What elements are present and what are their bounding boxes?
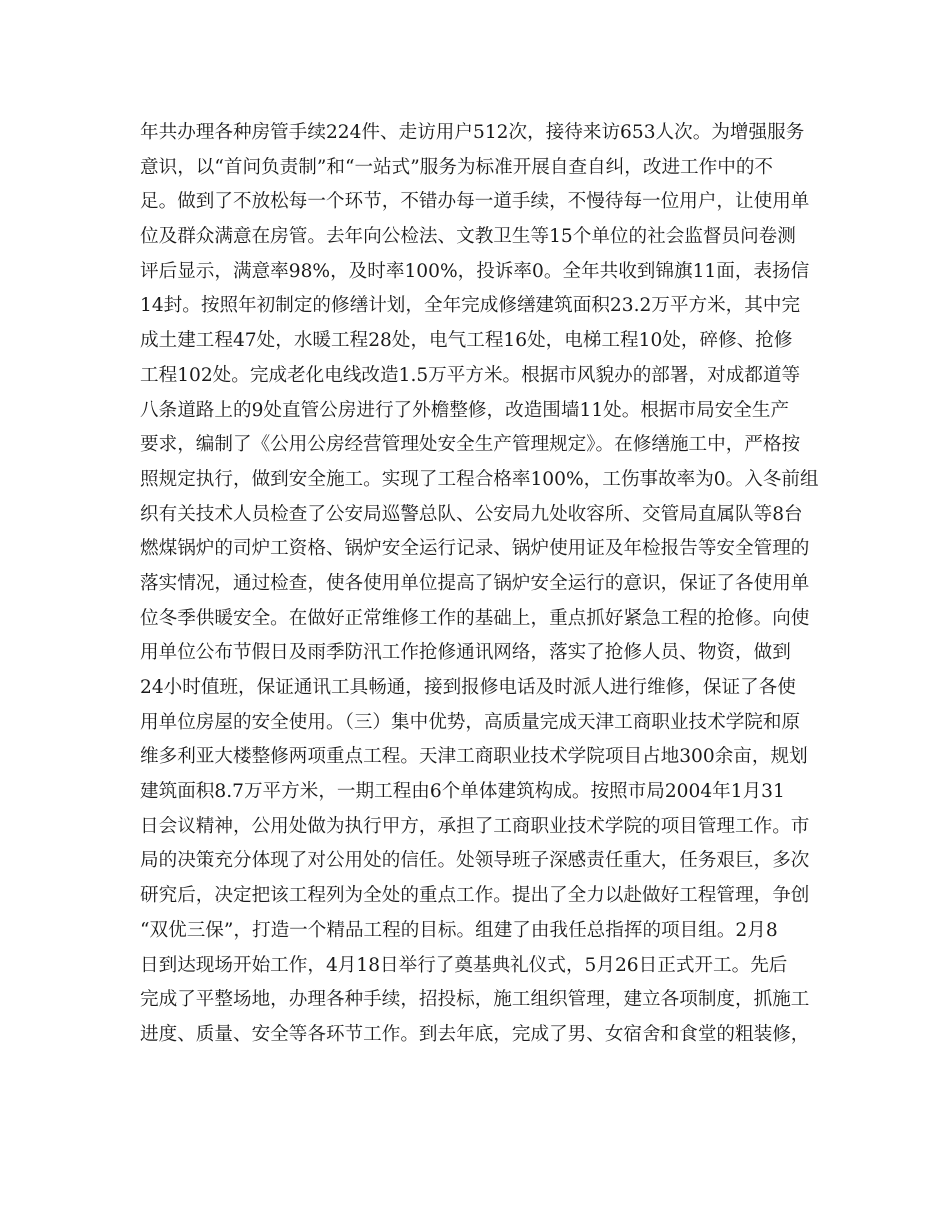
- text-line: 用单位公布节假日及雨季防汛工作抢修通讯网络，落实了抢修人员、物资，做到: [140, 642, 791, 664]
- text-line: 成土建工程47处，水暖工程28处，电气工程16处，电梯工程10处，碎修、抢修: [140, 330, 793, 352]
- text-line: 位冬季供暖安全。在做好正常维修工作的基础上，重点抓好紧急工程的抢修。向使: [140, 607, 810, 629]
- text-line: “双优三保”，打造一个精品工程的目标。组建了由我任总指挥的项目组。2月8: [140, 919, 778, 941]
- text-line: 维多利亚大楼整修两项重点工程。天津工商职业技术学院项目占地300余亩，规划: [140, 746, 808, 768]
- text-line: 24小时值班，保证通讯工具畅通，接到报修电话及时派人进行维修，保证了各使: [140, 677, 796, 698]
- text-line: 织有关技术人员检查了公安局巡警总队、公安局九处收容所、交管局直属队等8台: [140, 503, 803, 525]
- text-line: 用单位房屋的安全使用。（三）集中优势，高质量完成天津工商职业技术学院和原: [140, 711, 801, 733]
- text-line: 落实情况，通过检查，使各使用单位提高了锅炉安全运行的意识，保证了各使用单: [140, 572, 810, 594]
- text-line: 14封。按照年初制定的修缮计划，全年完成修缮建筑面积23.2万平方米，其中完: [140, 295, 801, 317]
- text-line: 局的决策充分体现了对公用处的信任。处领导班子深感责任重大，任务艰巨，多次: [140, 850, 810, 872]
- text-line: 建筑面积8.7万平方米，一期工程由6个单体建筑构成。按照市局2004年1月31: [140, 781, 785, 803]
- text-line: 意识，以“首问负责制”和“一站式”服务为标准开展自查自纠，改进工作中的不: [140, 156, 774, 178]
- text-line: 足。做到了不放松每一个环节，不错办每一道手续，不慢待每一位用户，让使用单: [140, 191, 810, 213]
- text-line: 完成了平整场地，办理各种手续，招投标，施工组织管理，建立各项制度，抓施工: [140, 989, 810, 1011]
- text-line: 研究后，决定把该工程列为全处的重点工作。提出了全力以赴做好工程管理，争创: [140, 885, 810, 907]
- text-line: 八条道路上的9处直管公房进行了外檐整修，改造围墙11处。根据市局安全生产: [140, 399, 790, 421]
- text-line: 进度、质量、安全等各环节工作。到去年底，完成了男、女宿舍和食堂的粗装修，: [140, 1023, 810, 1045]
- body-text: [140, 116, 830, 1053]
- text-line: 要求，编制了《公用公房经营管理处安全生产管理规定》。在修缮施工中，严格按: [140, 434, 801, 456]
- text-line: 评后显示，满意率98%，及时率100%，投诉率0。全年共收到锦旗11面，表扬信: [140, 260, 810, 282]
- text-line: 燃煤锅炉的司炉工资格、锅炉安全运行记录、锅炉使用证及年检报告等安全管理的: [140, 538, 810, 560]
- text-line: 照规定执行，做到安全施工。实现了工程合格率100%，工伤事故率为0。入冬前组: [140, 468, 819, 490]
- text-line: 日会议精神，公用处做为执行甲方，承担了工商职业技术学院的项目管理工作。市: [140, 815, 810, 837]
- text-line: 日到达现场开始工作，4月18日举行了奠基典礼仪式，5月26日正式开工。先后: [140, 954, 788, 976]
- text-line: 年共办理各种房管手续224件、走访用户512次，接待来访653人次。为增强服务: [140, 122, 805, 143]
- text-line: 位及群众满意在房管。去年向公检法、文教卫生等15个单位的社会监督员问卷测: [140, 226, 796, 248]
- text-line: 工程102处。完成老化电线改造1.5万平方米。根据市风貌办的部署，对成都道等: [140, 364, 801, 386]
